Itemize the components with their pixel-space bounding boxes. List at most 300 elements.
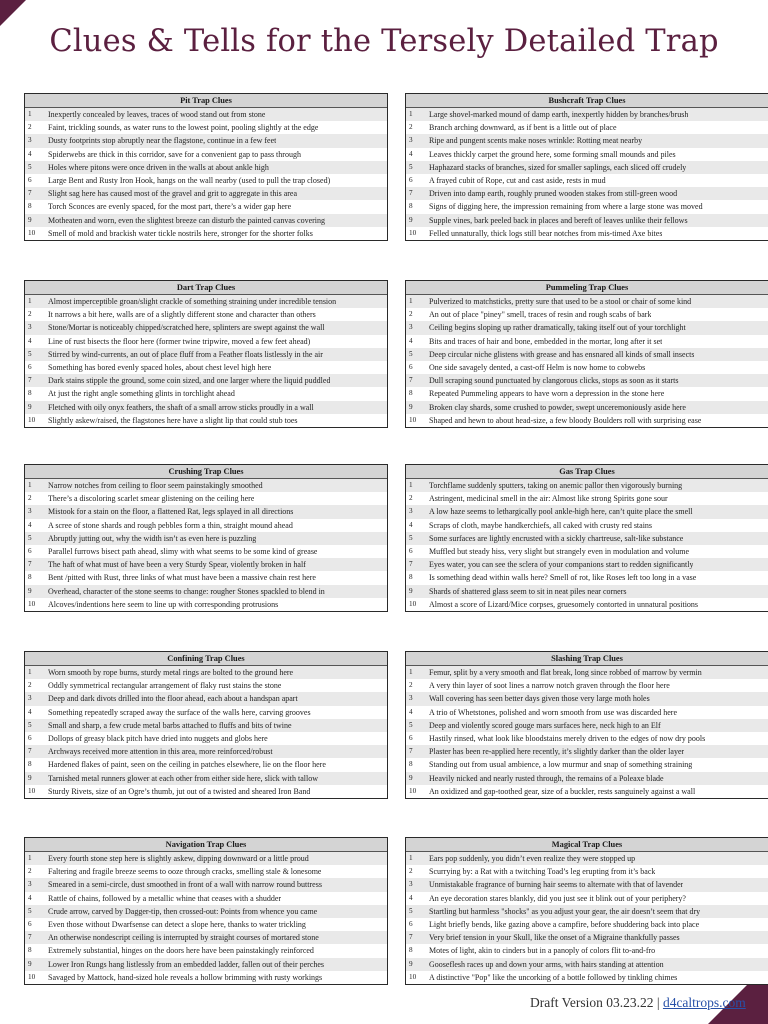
footer	[530, 995, 746, 1011]
table-row	[25, 785, 387, 798]
row-text: Every fourth stone step here is slightly askew, dipping downward or a little proud	[48, 854, 309, 863]
row-text: Muffled but steady hiss, very slight but strangely even in modulation and volume	[429, 546, 690, 556]
row-number: 6	[409, 546, 413, 555]
row-number: 10	[409, 599, 417, 608]
row-number: 7	[409, 376, 413, 385]
row-text: Spiderwebs are thick in this corridor, save for a convenient gap to pass through	[48, 149, 301, 159]
row-text: Almost a score of Lizard/Mice corpses, gruesomely contorted in unnatural positions	[429, 599, 699, 609]
table-body	[406, 852, 768, 984]
row-text: An out of place "piney" smell, traces of resin and rough scabs of bark	[429, 310, 652, 320]
row-text: A scree of stone shards and rough pebbles form a thin, straight mound ahead	[48, 520, 293, 530]
row-number: 1	[409, 110, 413, 118]
row-number: 4	[409, 893, 413, 902]
row-text: It narrows a bit here, walls are of a slightly different stone and character than others	[48, 310, 316, 320]
row-number: 6	[409, 175, 413, 184]
row-text: Line of rust bisects the floor here (former twine tripwire, moved a few feet ahead)	[48, 336, 311, 346]
row-number: 7	[409, 189, 413, 198]
table-row	[25, 492, 387, 505]
table-row	[406, 148, 768, 161]
row-text: Astringent, medicinal smell in the air: Almost like strong Spirits gone sour	[429, 494, 668, 504]
row-number: 9	[28, 773, 32, 782]
table-row	[406, 401, 768, 414]
table-row	[25, 401, 387, 414]
table-row	[406, 308, 768, 321]
table-row	[25, 852, 387, 865]
table-row	[25, 479, 387, 492]
row-number: 6	[409, 733, 413, 742]
table-row	[406, 931, 768, 944]
site-link[interactable]: d4caltrops.com	[662, 995, 746, 1010]
table-body	[25, 108, 387, 240]
row-text: Inexpertly concealed by leaves, traces of wood stand out from stone	[48, 110, 266, 119]
table-row	[25, 558, 387, 571]
table-header: Gas Trap Clues	[406, 465, 768, 479]
row-text: Something repeatedly scraped away the surface of the walls here, carving grooves	[48, 707, 311, 717]
table-row	[25, 414, 387, 427]
row-text: An otherwise nondescript ceiling is interrupted by straight courses of mortared stone	[48, 933, 319, 943]
table-row	[25, 865, 387, 878]
row-number: 9	[28, 959, 32, 968]
row-number: 10	[409, 786, 417, 795]
row-text: A frayed cubit of Rope, cut and cast aside, rests in mud	[429, 175, 606, 185]
row-number: 9	[28, 215, 32, 224]
table-row	[25, 174, 387, 187]
row-number: 5	[409, 162, 413, 171]
table-row	[406, 335, 768, 348]
row-number: 5	[409, 720, 413, 729]
table-header: Pummeling Trap Clues	[406, 281, 768, 295]
row-number: 3	[28, 880, 32, 889]
row-number: 10	[28, 228, 36, 237]
table-header: Navigation Trap Clues	[25, 838, 387, 852]
table-row	[406, 505, 768, 518]
row-text: Is something dead within walls here? Smell of rot, like Roses left too long in a vase	[429, 573, 697, 583]
row-number: 4	[28, 707, 32, 716]
table-row	[406, 295, 768, 308]
row-number: 8	[409, 760, 413, 769]
table-row	[25, 692, 387, 705]
table-row	[406, 918, 768, 931]
table-row	[406, 958, 768, 971]
slashing-trap-clues-table	[405, 651, 768, 799]
row-number: 4	[409, 707, 413, 716]
row-text: One side savagely dented, a cast-off Helm is now home to cobwebs	[429, 362, 646, 372]
table-row	[406, 852, 768, 865]
row-number: 3	[28, 136, 32, 145]
row-text: Supple vines, bark peeled back in places and bereft of leaves unlike their fellows	[429, 215, 688, 225]
row-text: Slightly askew/raised, the flagstones here have a slight lip that could stub toes	[48, 415, 298, 425]
table-row	[25, 134, 387, 147]
row-text: Torch Sconces are evenly spaced, for the most part, there’s a wider gap here	[48, 202, 292, 212]
row-text: Unmistakable fragrance of burning hair seems to alternate with that of lavender	[429, 880, 684, 890]
row-number: 7	[28, 189, 32, 198]
version-label: Draft Version 03.23.22	[530, 995, 654, 1010]
row-number: 6	[28, 733, 32, 742]
table-row	[25, 214, 387, 227]
row-text: Oddly symmetrical rectangular arrangement of flaky rust stains the stone	[48, 681, 282, 691]
row-number: 3	[28, 507, 32, 516]
row-text: Motheaten and worn, even the slightest breeze can disturb the painted canvas covering	[48, 215, 326, 225]
row-number: 6	[28, 919, 32, 928]
row-text: Abruptly jutting out, why the width isn’t as even here is puzzling	[48, 533, 257, 543]
corner-decoration-top-left	[0, 0, 26, 26]
table-row	[406, 174, 768, 187]
row-number: 6	[28, 362, 32, 371]
table-header: Dart Trap Clues	[25, 281, 387, 295]
row-text: Stirred by wind-currents, an out of place fluff from a Feather floats listlessly in the air	[48, 349, 323, 359]
row-number: 8	[28, 389, 32, 398]
table-body	[406, 295, 768, 427]
table-row	[25, 227, 387, 240]
row-text: Gooseflesh races up and down your arms, with hairs standing at attention	[429, 959, 664, 969]
table-row	[406, 666, 768, 679]
row-number: 8	[409, 946, 413, 955]
row-number: 9	[409, 215, 413, 224]
table-row	[25, 108, 387, 121]
row-text: Femur, split by a very smooth and flat break, long since robbed of marrow by vermin	[429, 668, 702, 677]
row-text: A distinctive "Pop" like the uncorking of a bottle followed by tinkling chimes	[429, 972, 678, 982]
row-number: 8	[28, 760, 32, 769]
row-text: Haphazard stacks of branches, sized for smaller saplings, each sliced off crudely	[429, 162, 687, 172]
row-text: Ripe and pungent scents make noses wrinkle: Rotting meat nearby	[429, 136, 643, 146]
table-row	[406, 944, 768, 957]
row-text: Savaged by Mattock, hand-sized hole reveals a hollow brimming with rusty workings	[48, 972, 323, 982]
row-text: Tarnished metal runners glower at each other from either side here, slick with tallow	[48, 773, 319, 783]
row-number: 10	[28, 786, 36, 795]
bushcraft-trap-clues-table	[405, 93, 768, 241]
table-row	[25, 321, 387, 334]
row-number: 1	[409, 481, 413, 489]
row-number: 8	[409, 202, 413, 211]
row-text: Crude arrow, carved by Dagger-tip, then crossed-out: Points from whence you came	[48, 906, 318, 916]
row-text: Driven into damp earth, roughly pruned wooden stakes from still-green wood	[429, 189, 678, 199]
row-text: Some surfaces are lightly encrusted with a sickly chartreuse, salt-like substance	[429, 533, 684, 543]
row-number: 5	[28, 349, 32, 358]
row-number: 9	[409, 773, 413, 782]
table-row	[25, 585, 387, 598]
row-number: 5	[28, 162, 32, 171]
row-number: 3	[28, 694, 32, 703]
table-row	[406, 878, 768, 891]
row-text: Very brief tension in your Skull, like the onset of a Migraine thankfully passes	[429, 933, 680, 943]
row-text: Hardened flakes of paint, seen on the ceiling in patches elsewhere, lie on the floor here	[48, 760, 326, 770]
table-row	[25, 878, 387, 891]
row-text: Pulverized to matchsticks, pretty sure that used to be a stool or chair of some kind	[429, 297, 692, 306]
row-text: Light briefly bends, like gazing above a campfire, before shuddering back into place	[429, 919, 700, 929]
row-number: 2	[409, 310, 413, 319]
table-row	[406, 200, 768, 213]
row-text: Signs of digging here, the impression remaining from where a large stone was moved	[429, 202, 703, 212]
table-row	[25, 545, 387, 558]
row-text: A trio of Whetstones, polished and worn smooth from use was discarded here	[429, 707, 678, 717]
table-row	[406, 585, 768, 598]
row-text: Felled unnaturally, thick logs still bear notches from mis-timed Axe bites	[429, 228, 663, 238]
row-text: Deep and dark divots drilled into the floor ahead, each about a handspan apart	[48, 694, 298, 704]
table-row	[25, 958, 387, 971]
row-number: 5	[28, 533, 32, 542]
row-text: Shaped and hewn to about head-size, a few bloody Boulders roll with surprising ease	[429, 415, 702, 425]
row-text: An oxidized and gap-toothed gear, size of a buckler, rests sanguinely against a wall	[429, 786, 696, 796]
row-text: Startling but harmless "shocks" as you adjust your gear, the air doesn’t seem that dry	[429, 906, 701, 916]
table-body	[406, 108, 768, 240]
row-number: 5	[409, 906, 413, 915]
row-number: 7	[409, 933, 413, 942]
table-row	[406, 892, 768, 905]
row-number: 9	[409, 586, 413, 595]
row-number: 4	[409, 336, 413, 345]
table-row	[406, 108, 768, 121]
row-text: A very thin layer of soot lines a narrow notch graven through the floor here	[429, 681, 670, 691]
table-row	[406, 121, 768, 134]
row-text: Even those without Dwarfsense can detect a slope here, thanks to water trickling	[48, 919, 306, 929]
table-row	[25, 121, 387, 134]
footer-separator: |	[656, 995, 660, 1010]
row-number: 1	[409, 297, 413, 305]
row-number: 2	[409, 123, 413, 132]
row-text: Repeated Pummeling appears to have worn a depression in the stone here	[429, 389, 665, 399]
row-text: Smell of mold and brackish water tickle nostrils here, stronger for the shorter folks	[48, 228, 313, 238]
row-text: Ears pop suddenly, you didn’t even realize they were stopped up	[429, 854, 636, 863]
row-number: 3	[409, 507, 413, 516]
row-number: 8	[28, 202, 32, 211]
row-text: An eye decoration stares blankly, did you just see it blink out of your periphery?	[429, 893, 686, 903]
row-text: Extremely substantial, hinges on the doors here have been painstakingly reinforced	[48, 946, 314, 956]
row-number: 6	[409, 362, 413, 371]
table-row	[406, 772, 768, 785]
table-row	[25, 706, 387, 719]
table-row	[25, 758, 387, 771]
row-number: 4	[28, 336, 32, 345]
table-row	[406, 321, 768, 334]
table-header: Bushcraft Trap Clues	[406, 94, 768, 108]
table-row	[406, 545, 768, 558]
table-row	[406, 719, 768, 732]
table-row	[25, 161, 387, 174]
navigation-trap-clues-table	[24, 837, 388, 985]
row-number: 2	[28, 681, 32, 690]
table-row	[25, 719, 387, 732]
table-row	[406, 214, 768, 227]
row-number: 6	[28, 175, 32, 184]
row-number: 9	[28, 586, 32, 595]
table-header: Confining Trap Clues	[25, 652, 387, 666]
table-row	[25, 666, 387, 679]
row-text: Dull scraping sound punctuated by clangorous clicks, stops as soon as it starts	[429, 376, 679, 386]
row-text: Broken clay shards, some crushed to powder, swept unceremoniously aside here	[429, 402, 686, 412]
table-row	[406, 361, 768, 374]
row-text: Holes where pitons were once driven in the walls at about ankle high	[48, 162, 269, 172]
dart-trap-clues-table	[24, 280, 388, 428]
row-text: Deep circular niche glistens with grease and has ensnared all kinds of small insects	[429, 349, 695, 359]
row-number: 2	[28, 310, 32, 319]
row-number: 6	[409, 919, 413, 928]
row-number: 10	[28, 599, 36, 608]
row-text: Hastily rinsed, what look like bloodstains merely driven to the edges of now dry pools	[429, 733, 706, 743]
table-row	[25, 532, 387, 545]
row-number: 10	[409, 415, 417, 424]
row-text: Bits and traces of hair and bone, embedded in the mortar, long after it set	[429, 336, 663, 346]
row-text: Motes of light, akin to cinders but in a panoply of colors flit to-and-fro	[429, 946, 656, 956]
row-text: Mistook for a stain on the floor, a flattened Rat, legs splayed in all directions	[48, 507, 294, 517]
table-row	[25, 772, 387, 785]
row-text: Scraps of cloth, maybe handkerchiefs, all caked with crusty red stains	[429, 520, 653, 530]
table-row	[406, 971, 768, 984]
table-row	[25, 187, 387, 200]
table-row	[25, 571, 387, 584]
table-body	[25, 295, 387, 427]
table-row	[406, 414, 768, 427]
table-body	[25, 479, 387, 611]
table-row	[25, 905, 387, 918]
row-text: Archways received more attention in this area, more reinforced/robust	[48, 747, 273, 757]
table-row	[406, 732, 768, 745]
row-number: 1	[28, 854, 32, 862]
table-row	[406, 532, 768, 545]
table-row	[406, 758, 768, 771]
row-number: 10	[409, 972, 417, 981]
row-text: Bent /pitted with Rust, three links of what must have been a massive chain rest here	[48, 573, 316, 583]
row-text: At just the right angle something glints in torchlight ahead	[48, 389, 235, 399]
row-number: 7	[28, 560, 32, 569]
row-text: The haft of what must of have been a very Sturdy Spear, violently broken in half	[48, 560, 306, 570]
table-row	[25, 308, 387, 321]
row-number: 10	[28, 972, 36, 981]
row-text: Almost imperceptible groan/slight crackle of something straining under incredible tension	[48, 297, 337, 306]
table-row	[25, 505, 387, 518]
row-number: 8	[28, 573, 32, 582]
row-number: 8	[409, 389, 413, 398]
row-number: 9	[409, 402, 413, 411]
row-text: Sturdy Rivets, size of an Ogre’s thumb, jut out of a twisted and sheared Iron Band	[48, 786, 311, 796]
table-row	[25, 295, 387, 308]
row-text: Torchflame suddenly sputters, taking on anemic pallor then vigorously burning	[429, 481, 683, 490]
table-row	[406, 745, 768, 758]
row-number: 8	[409, 573, 413, 582]
table-header: Pit Trap Clues	[25, 94, 387, 108]
table-row	[406, 187, 768, 200]
row-number: 10	[28, 415, 36, 424]
table-row	[406, 692, 768, 705]
row-number: 9	[409, 959, 413, 968]
table-header: Crushing Trap Clues	[25, 465, 387, 479]
row-number: 3	[409, 880, 413, 889]
row-text: Heavily nicked and nearly rusted through, the remains of a Poleaxe blade	[429, 773, 664, 783]
row-number: 2	[28, 494, 32, 503]
table-row	[406, 865, 768, 878]
table-row	[406, 348, 768, 361]
row-number: 3	[409, 323, 413, 332]
row-number: 10	[409, 228, 417, 237]
row-text: Faint, trickling sounds, as water runs to the lowest point, pooling slightly at the edge	[48, 123, 319, 133]
table-row	[406, 492, 768, 505]
table-row	[406, 785, 768, 798]
row-number: 2	[28, 123, 32, 132]
table-row	[406, 387, 768, 400]
table-row	[25, 745, 387, 758]
table-row	[25, 918, 387, 931]
row-number: 2	[409, 494, 413, 503]
row-number: 2	[409, 867, 413, 876]
table-row	[406, 374, 768, 387]
table-row	[406, 479, 768, 492]
row-text: Deep and violently scored gouge mars surfaces here, neck high to an Elf	[429, 720, 661, 730]
row-number: 1	[28, 668, 32, 676]
magical-trap-clues-table	[405, 837, 768, 985]
row-text: Overhead, character of the stone seems to change: rougher Stones spackled to blend in	[48, 586, 325, 596]
row-number: 3	[409, 136, 413, 145]
row-number: 3	[409, 694, 413, 703]
table-row	[25, 971, 387, 984]
table-body	[406, 479, 768, 611]
table-row	[25, 335, 387, 348]
row-text: Something has bored evenly spaced holes, about chest level high here	[48, 362, 272, 372]
row-number: 5	[409, 533, 413, 542]
row-text: Standing out from usual ambience, a low murmur and snap of something straining	[429, 760, 693, 770]
row-text: Scurrying by: a Rat with a twitching Toad’s leg erupting from it’s back	[429, 867, 656, 877]
row-text: Dark stains stipple the ground, some coin sized, and one larger where the liquid puddled	[48, 376, 331, 386]
row-text: Lower Iron Rungs hang listlessly from an embedded ladder, fallen out of their perches	[48, 959, 325, 969]
row-number: 4	[28, 520, 32, 529]
row-text: Leaves thickly carpet the ground here, some forming small mounds and piles	[429, 149, 676, 159]
table-row	[25, 519, 387, 532]
row-text: Eyes water, you can see the sclera of your companions start to redden significantly	[429, 560, 694, 570]
table-row	[25, 679, 387, 692]
table-row	[25, 732, 387, 745]
row-text: Shards of shattered glass seem to sit in neat piles near corners	[429, 586, 627, 596]
table-row	[25, 148, 387, 161]
row-text: A low haze seems to lethargically pool ankle-high here, can’t quite place the smell	[429, 507, 693, 517]
page-title: Clues & Tells for the Tersely Detailed Trap	[49, 24, 719, 59]
row-text: Smeared in a semi-circle, dust smoothed in front of a wall with narrow round buttress	[48, 880, 322, 890]
pit-trap-clues-table	[24, 93, 388, 241]
row-number: 2	[28, 867, 32, 876]
table-row	[406, 161, 768, 174]
row-text: Parallel furrows bisect path ahead, slimy with what seems to be some kind of grease	[48, 546, 318, 556]
table-row	[406, 571, 768, 584]
row-text: Fletched with oily onyx feathers, the shaft of a small arrow sticks proudly in a wall	[48, 402, 314, 412]
row-number: 1	[409, 854, 413, 862]
row-number: 7	[28, 747, 32, 756]
table-row	[25, 374, 387, 387]
table-row	[25, 931, 387, 944]
row-text: Ceiling begins sloping up rather dramatically, taking itself out of your torchlight	[429, 323, 686, 333]
row-text: Dusty footprints stop abruptly near the flagstone, continue in a few feet	[48, 136, 277, 146]
table-row	[25, 944, 387, 957]
row-text: Faltering and fragile breeze seems to ooze through cracks, smelling stale & lonesome	[48, 867, 322, 877]
table-row	[25, 348, 387, 361]
row-number: 1	[28, 481, 32, 489]
row-number: 7	[28, 376, 32, 385]
row-text: Stone/Mortar is noticeably chipped/scratched here, splinters are swept against the wall	[48, 323, 325, 333]
confining-trap-clues-table	[24, 651, 388, 799]
table-row	[406, 519, 768, 532]
row-text: Small and sharp, a few crude metal barbs attached to fluffs and bits of twine	[48, 720, 292, 730]
crushing-trap-clues-table	[24, 464, 388, 612]
row-text: Plaster has been re-applied here recently, it’s slightly darker than the older layer	[429, 747, 685, 757]
table-row	[406, 679, 768, 692]
table-body	[25, 666, 387, 798]
pummeling-trap-clues-table	[405, 280, 768, 428]
row-number: 7	[409, 560, 413, 569]
row-number: 5	[28, 906, 32, 915]
row-number: 1	[28, 297, 32, 305]
row-number: 4	[409, 149, 413, 158]
row-number: 2	[409, 681, 413, 690]
row-text: Dollops of greasy black pitch have dried into nuggets and globs here	[48, 733, 268, 743]
row-number: 6	[28, 546, 32, 555]
row-text: Branch arching downward, as if bent is a little out of place	[429, 123, 617, 133]
table-row	[25, 598, 387, 611]
